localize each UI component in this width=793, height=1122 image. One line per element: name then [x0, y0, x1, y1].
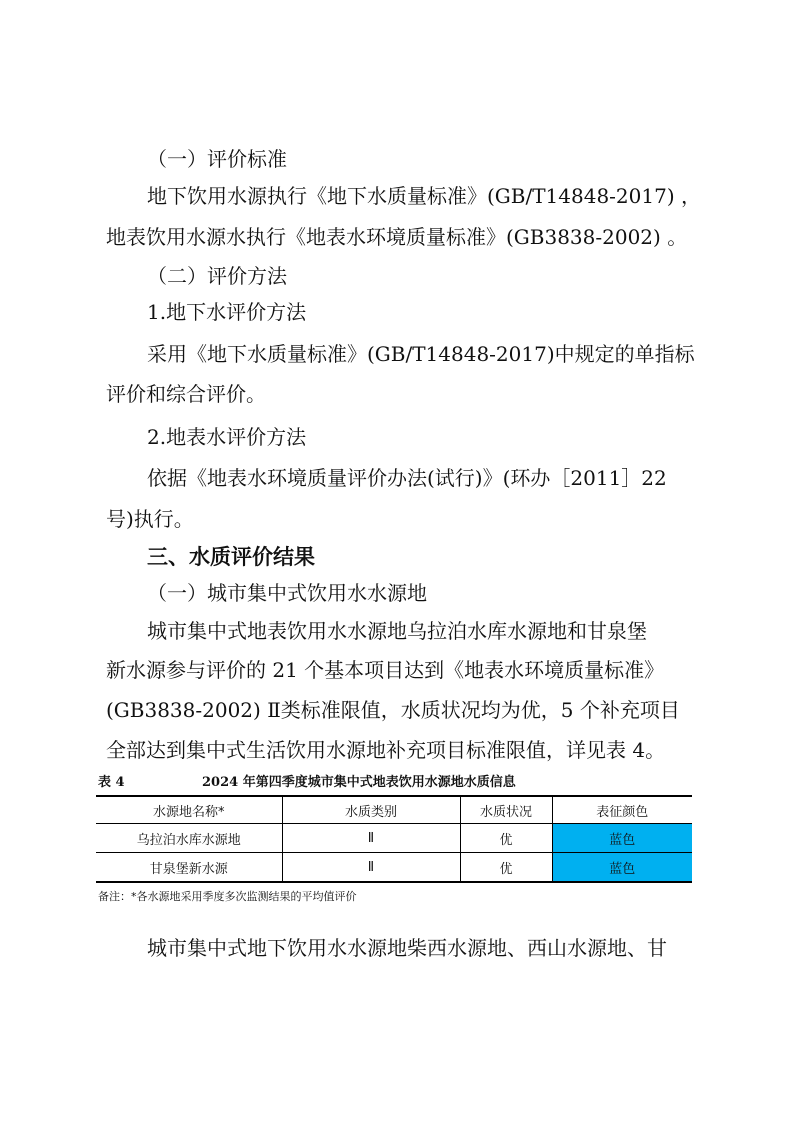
- groundwater-method-line-2: 评价和综合评价。: [106, 382, 266, 406]
- eval-standard-line-1: 地下饮用水源执行《地下水质量标准》(GB/T14848-2017) ，: [147, 184, 701, 208]
- table-header-row: [96, 796, 692, 824]
- surface-method-heading: 2.地表水评价方法: [147, 425, 307, 449]
- header-quality-status: 水质状况: [460, 796, 552, 824]
- urban-heading: （一）城市集中式饮用水水源地: [147, 581, 427, 605]
- table-row: [96, 824, 692, 853]
- table-row: [96, 853, 692, 883]
- cell-quality-status: 优: [460, 853, 552, 883]
- cell-color-swatch: 蓝色: [552, 853, 692, 883]
- cell-source-name: 甘泉堡新水源: [96, 853, 282, 883]
- cell-source-name: 乌拉泊水库水源地: [96, 824, 282, 853]
- results-heading: 三、水质评价结果: [147, 545, 315, 569]
- table-note: 备注：*各水源地采用季度多次监测结果的平均值评价: [98, 890, 357, 903]
- groundwater-method-heading: 1.地下水评价方法: [147, 300, 307, 324]
- surface-method-line-2: 号)执行。: [106, 507, 194, 531]
- eval-standard-line-2: 地表饮用水源水执行《地表水环境质量标准》(GB3838-2002) 。: [106, 225, 688, 249]
- table-caption: [98, 773, 693, 793]
- urban-paragraph-line-3: (GB3838-2002) Ⅱ类标准限值，水质状况均为优，5 个补充项目: [106, 698, 680, 722]
- cell-quality-status: 优: [460, 824, 552, 853]
- groundwater-method-line-1: 采用《地下水质量标准》(GB/T14848-2017)中规定的单指标: [147, 342, 695, 366]
- surface-method-line-1: 依据《地表水环境质量评价办法(试行)》(环办［2011］22: [147, 466, 667, 490]
- cell-color-swatch: 蓝色: [552, 824, 692, 853]
- urban-paragraph-line-2: 新水源参与评价的 21 个基本项目达到《地表水环境质量标准》: [106, 658, 665, 682]
- cell-quality-class: Ⅱ: [282, 824, 460, 853]
- water-quality-table: [96, 795, 692, 883]
- eval-method-heading: （二）评价方法: [147, 264, 287, 288]
- urban-paragraph-line-4: 全部达到集中式生活饮用水源地补充项目标准限值，详见表 4。: [106, 738, 666, 762]
- cell-quality-class: Ⅱ: [282, 853, 460, 883]
- table-caption-number: 表 4: [98, 775, 125, 790]
- urban-groundwater-line-1: 城市集中式地下饮用水水源地柴西水源地、西山水源地、甘: [147, 936, 667, 960]
- urban-paragraph-line-1: 城市集中式地表饮用水水源地乌拉泊水库水源地和甘泉堡: [147, 619, 647, 643]
- header-quality-class: 水质类别: [282, 796, 460, 824]
- eval-standard-heading: （一）评价标准: [147, 147, 287, 171]
- header-source-name: 水源地名称*: [96, 796, 282, 824]
- header-color: 表征颜色: [552, 796, 692, 824]
- table-caption-title: 2024 年第四季度城市集中式地表饮用水源地水质信息: [202, 775, 516, 790]
